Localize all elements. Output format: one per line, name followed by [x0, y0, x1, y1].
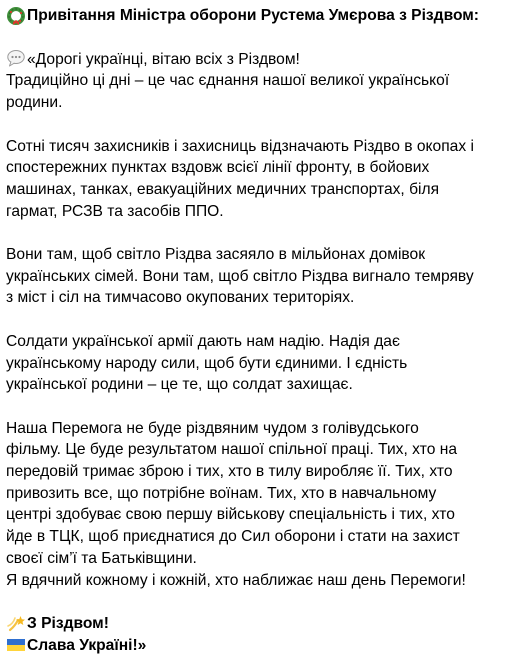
text-line: Сотні тисяч захисників і захисниць відзначають Різдво в окопах і: [6, 137, 474, 155]
closing-line: [6, 635, 517, 657]
text-line: фільму. Це буде результатом нашої спільної праці. Тих, хто на: [6, 441, 457, 459]
text-line: привозить все, що потрібне воїнам. Тих, хто в навчальному: [6, 484, 437, 502]
wreath-icon: [6, 6, 26, 26]
paragraph-light: [6, 244, 517, 309]
paragraph-hope: [6, 331, 517, 396]
text-line: з міст і сіл на тимчасово окупованих територіях.: [6, 289, 355, 307]
text-line: українських сімей. Вони там, щоб світло Різдва вигнало темряву: [6, 267, 474, 285]
text-line: машинах, танках, евакуаційних медичних транспортах, біля: [6, 180, 440, 198]
text-line: Наша Перемога не буде різдвяним чудом з голівудського: [6, 419, 419, 437]
text-line: Солдати української армії дають нам надію. Надія дає: [6, 332, 400, 350]
post-title: Привітання Міністра оборони Рустема Умєрова з Різдвом:: [27, 7, 479, 24]
paragraph-greeting: [6, 48, 517, 114]
closing-text: З Різдвом!: [27, 614, 109, 632]
closing-text: Слава Україні!»: [27, 636, 147, 654]
text-line: родини.: [6, 94, 63, 112]
closing-line: [6, 613, 517, 635]
text-line: спостережних пунктах вздовж всієї лінії фронту, в бойових: [6, 159, 430, 177]
paragraph-victory: [6, 418, 517, 592]
text-line: йде в ТЦК, щоб приєднатися до Сил оборони і стати на захист: [6, 528, 460, 546]
post-title-row: [6, 5, 517, 27]
text-line: «Дорогі українці, вітаю всіх з Різдвом!: [27, 50, 300, 68]
text-line: своєї сім’ї та Батьківщини.: [6, 549, 197, 567]
sparkle-star-icon: [6, 614, 26, 634]
text-line: української родини – це те, що солдат захищає.: [6, 376, 353, 394]
text-line: гармат, РСЗВ та засобів ППО.: [6, 202, 224, 220]
speech-bubble-icon: [6, 48, 26, 68]
ukraine-flag-icon: [6, 635, 26, 655]
text-line: українському народу сили, щоб бути єдиними. І єдність: [6, 354, 408, 372]
text-line: центрі здобуває свою першу військову спеціальність і тих, хто: [6, 506, 455, 524]
text-line: Традиційно ці дні – це час єднання нашої великої української: [6, 72, 450, 90]
paragraph-defenders: [6, 136, 517, 223]
closing-block: [6, 613, 517, 656]
text-line: передовій тримає зброю і тих, хто в тилу виробляє її. Тих, хто: [6, 463, 453, 480]
text-line: Вони там, щоб світло Різдва засяяло в мільйонах домівок: [6, 246, 426, 263]
text-line: Я вдячний кожному і кожній, хто наближає наш день Перемоги!: [6, 571, 466, 589]
